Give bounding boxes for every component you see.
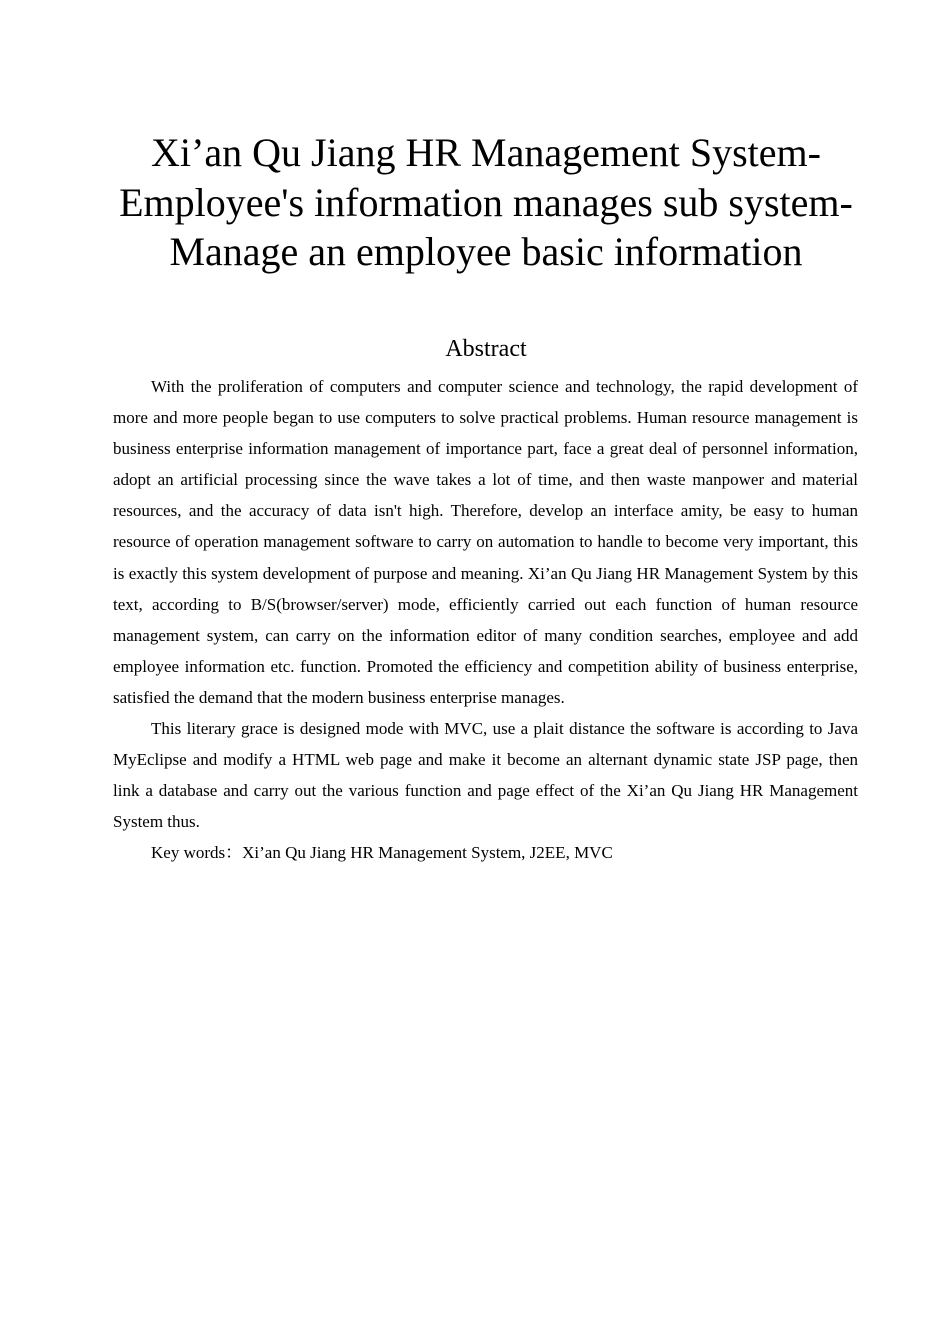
abstract-heading: Abstract bbox=[445, 336, 527, 362]
abstract-body bbox=[113, 371, 858, 869]
keywords-value: Xi’an Qu Jiang HR Management System, J2EE, MVC bbox=[242, 843, 613, 863]
keywords-line bbox=[113, 837, 858, 868]
abstract-paragraph: This literary grace is designed mode with MVC, use a plait distance the software is according to Java MyEclipse and modify a HTML web page and make it become an alternant dynamic state JSP page, then link a database and carry out the various function and page effect of the Xi’an Qu Jiang HR Management System thus. bbox=[113, 719, 858, 832]
abstract-paragraph: With the proliferation of computers and computer science and technology, the rapid development of more and more people began to use computers to solve practical problems. Human resource management is business enterprise information management of importance part, face a great deal of personnel information, adopt an artificial processing since the wave takes a lot of time, and then waste manpower and material resources, and the accuracy of data isn't high. Therefore, develop an interface amity, be easy to human resource of operation management software to carry on automation to handle to become very important, this is exactly this system development of purpose and meaning. Xi’an Qu Jiang HR Management System by this text, according to B/S(browser/server) mode, efficiently carried out each function of human resource management system, can carry on the information editor of many condition searches, employee and add employee information etc. function. Promoted the efficiency and competition ability of business enterprise, satisfied the demand that the modern business enterprise manages. bbox=[113, 377, 858, 707]
page-title: Xi’an Qu Jiang HR Management System-Employee's information manages sub system-Manage an employee basic information bbox=[119, 130, 853, 274]
keywords-label: Key words： bbox=[151, 843, 243, 863]
